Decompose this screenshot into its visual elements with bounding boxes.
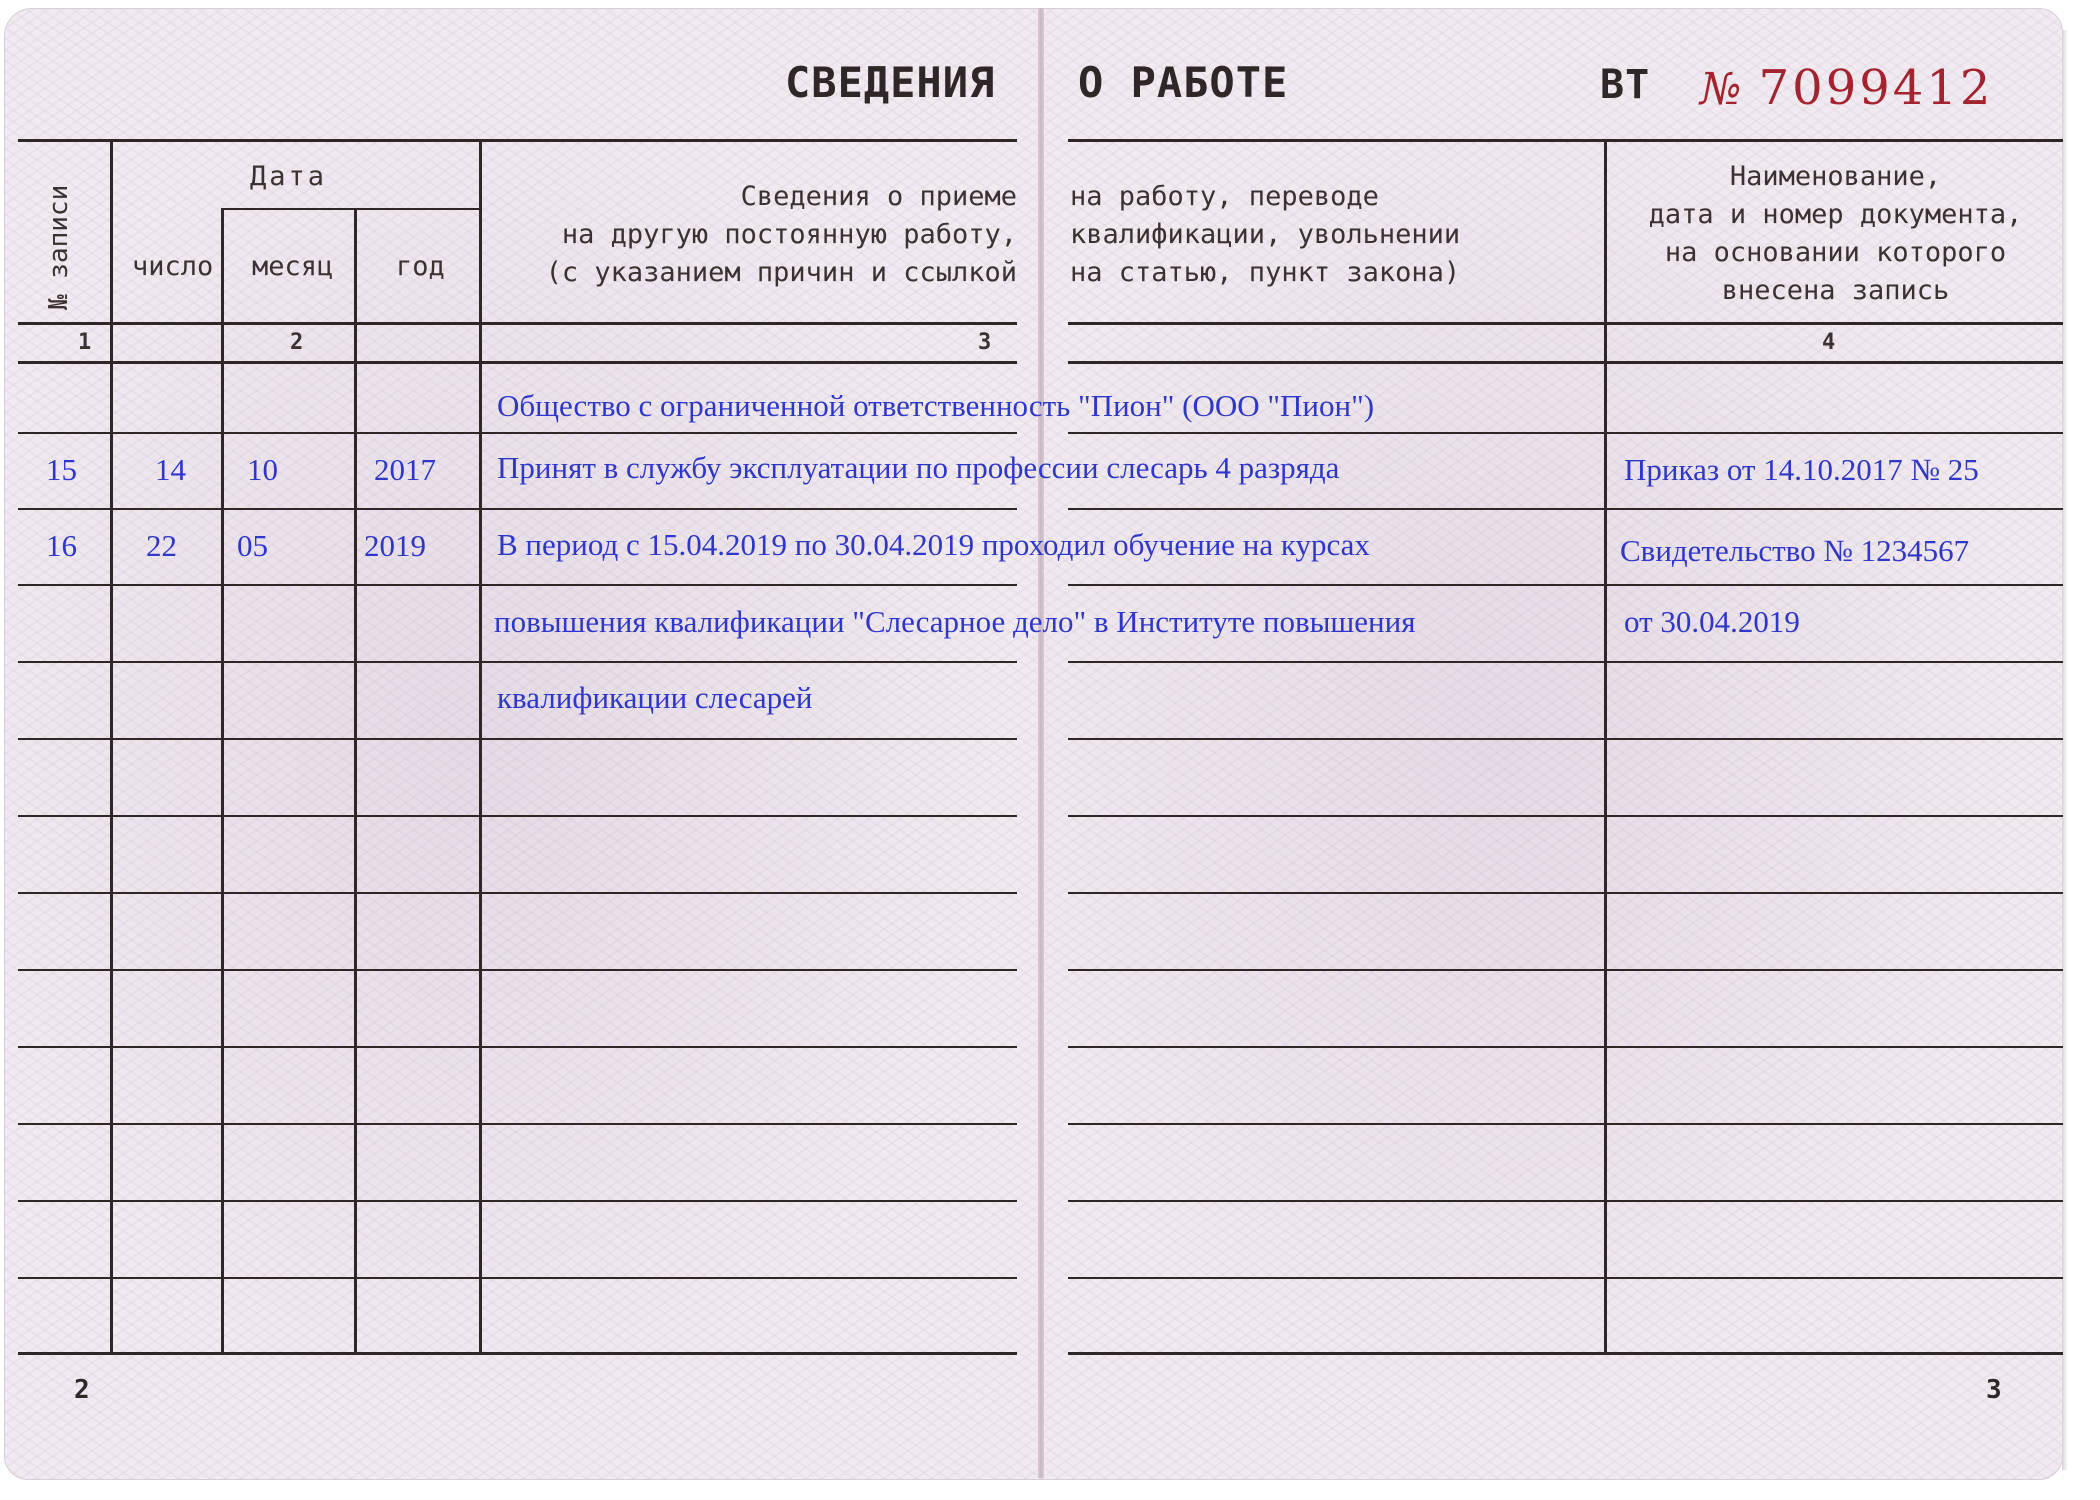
rule-top-left <box>18 139 1017 142</box>
rule-colnum-bottom-right <box>1068 361 2063 364</box>
doc-header-2: дата и номер документа, <box>1648 199 2023 230</box>
row-line <box>18 1123 1017 1125</box>
colnum-4: 4 <box>1822 330 1836 355</box>
entry-year: 2017 <box>374 452 436 487</box>
row-line <box>1068 969 2063 971</box>
row-line <box>18 1046 1017 1048</box>
rule-top-right <box>1068 139 2063 142</box>
organization-line: Общество с ограниченной ответственность "Пион" (ООО "Пион") <box>497 388 1375 423</box>
entry-document-line-2: от 30.04.2019 <box>1624 604 1800 639</box>
number-sign: № <box>1700 64 1745 115</box>
row-line <box>1068 1200 2063 1202</box>
title-right: О РАБОТЕ <box>1078 58 1289 107</box>
rule-header-bottom-left <box>18 322 1017 325</box>
row-line <box>18 738 1017 740</box>
row-line <box>1068 508 2063 510</box>
day-header: число <box>132 251 214 282</box>
row-line <box>18 815 1017 817</box>
entry-year: 2019 <box>364 528 426 563</box>
book-spine <box>1038 8 1044 1478</box>
row-line <box>18 969 1017 971</box>
col-divider-month <box>354 208 357 1352</box>
rule-header-bottom-right <box>1068 322 2063 325</box>
entry-number-header: № записи <box>44 184 74 310</box>
entry-day: 14 <box>155 452 186 487</box>
series-label: ВТ <box>1600 62 1651 108</box>
colnum-1: 1 <box>78 330 92 355</box>
row-line <box>18 892 1017 894</box>
entry-number: 16 <box>46 528 77 563</box>
col-divider-day <box>221 208 224 1352</box>
entry-document: Приказ от 14.10.2017 № 25 <box>1624 452 1979 487</box>
entry-text-line-3: квалификации слесарей <box>497 680 813 715</box>
number-value: 7099412 <box>1758 60 1994 116</box>
row-line <box>1068 1277 2063 1279</box>
entry-text: Принят в службу эксплуатации по профессии слесарь 4 разряда <box>497 450 1340 485</box>
row-line <box>18 661 1017 663</box>
info-header-right-1: на работу, переводе <box>1070 181 1379 212</box>
entry-text: В период с 15.04.2019 по 30.04.2019 проходил обучение на курсах <box>497 527 1370 562</box>
row-line <box>1068 661 2063 663</box>
doc-header-1: Наименование, <box>1729 161 1942 192</box>
row-line <box>1068 815 2063 817</box>
row-line <box>1068 432 2063 434</box>
info-header-left-1: Сведения о приеме <box>740 181 1017 212</box>
info-header-left-3: (с указанием причин и ссылкой <box>545 257 1017 288</box>
row-line <box>1068 1123 2063 1125</box>
doc-header-3: на основании которого <box>1664 237 2007 268</box>
row-line <box>18 432 1017 434</box>
row-line <box>1068 584 2063 586</box>
info-header-right-3: на статью, пункт закона) <box>1070 257 1461 288</box>
title-left: СВЕДЕНИЯ <box>785 58 996 107</box>
rule-date-split <box>223 208 481 210</box>
entry-day: 22 <box>146 528 177 563</box>
entry-document: Свидетельство № 1234567 <box>1620 533 1970 568</box>
rule-bottom-right <box>1068 1352 2063 1355</box>
info-header-right-2: квалификации, увольнении <box>1070 219 1461 250</box>
rule-colnum-bottom-left <box>18 361 1017 364</box>
col-divider-year <box>479 139 482 1352</box>
page-number-right: 3 <box>1986 1375 2002 1405</box>
doc-header-4: внесена запись <box>1721 275 1950 306</box>
entry-month: 10 <box>247 452 278 487</box>
date-header: Дата <box>250 161 328 192</box>
col-divider-doc <box>1604 139 1607 1352</box>
colnum-2: 2 <box>290 330 304 355</box>
row-line <box>18 1277 1017 1279</box>
document-number <box>1700 60 1993 116</box>
entry-month: 05 <box>237 528 268 563</box>
info-header-left-2: на другую постоянную работу, <box>561 219 1017 250</box>
row-line <box>1068 892 2063 894</box>
entry-number: 15 <box>46 452 77 487</box>
rule-bottom-left <box>18 1352 1017 1355</box>
colnum-3: 3 <box>978 330 992 355</box>
row-line <box>1068 738 2063 740</box>
page-number-left: 2 <box>74 1375 90 1405</box>
entry-text-line-2: повышения квалификации "Слесарное дело" в Институте повышения <box>494 604 1416 639</box>
row-line <box>18 508 1017 510</box>
month-header: месяц <box>252 251 334 282</box>
year-header: год <box>396 251 445 282</box>
row-line <box>18 1200 1017 1202</box>
col-divider-entry <box>110 139 113 1352</box>
row-line <box>18 584 1017 586</box>
row-line <box>1068 1046 2063 1048</box>
